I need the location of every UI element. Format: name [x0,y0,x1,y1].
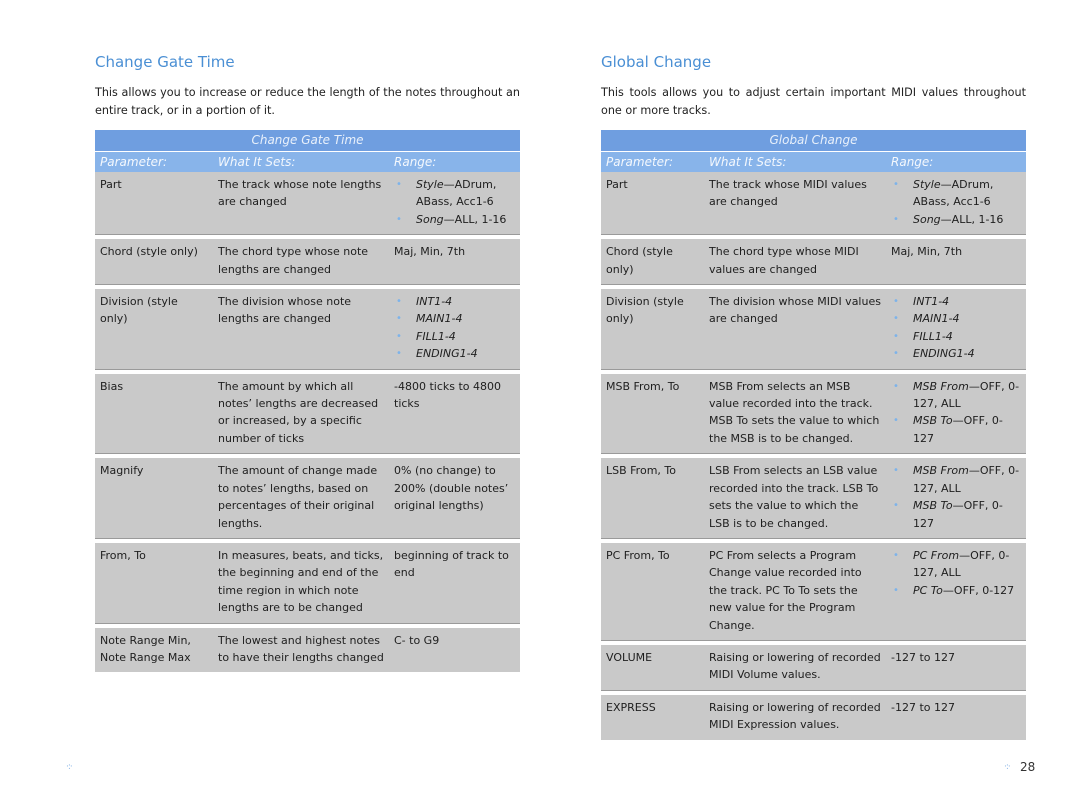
section-heading: Global Change [601,53,712,71]
what-it-sets-cell: LSB From selects an LSB value recorded into the track. LSB To sets the value to which the LSB is to be changed. [704,458,886,538]
range-cell [886,374,1026,454]
range-text [416,293,515,310]
range-value: —ALL, 1-16 [443,212,507,226]
range-item [394,345,515,362]
range-cell [886,645,1026,690]
range-label: Song [913,212,941,226]
range-text [416,176,515,211]
range-cell [886,289,1026,369]
what-it-sets-cell: Raising or lowering of recorded MIDI Volume values. [704,645,886,690]
what-it-sets-cell: PC From selects a Program Change value recorded into the track. PC To To sets the new value for the Program Change. [704,543,886,640]
parameter-cell: EXPRESS [601,695,704,740]
range-text [416,328,515,345]
bullet-icon: • [893,348,899,360]
what-it-sets-cell: The chord type whose note lengths are changed [213,239,389,284]
bullet-icon: • [893,313,899,325]
table-body [601,172,1026,740]
parameter-table [601,130,1026,740]
range-cell [389,628,520,673]
range-value: —ALL, 1-16 [940,212,1004,226]
table-row [601,695,1026,740]
bullet-icon: • [396,296,402,308]
range-text [416,310,515,327]
parameter-cell: Part [95,172,213,234]
range-cell [389,172,520,234]
range-value: —OFF, 0-127, ALL [913,379,1020,411]
range-item [891,462,1021,497]
bullet-icon: • [396,348,402,360]
range-text [913,345,1021,362]
range-item: -127 to 127 [891,700,955,714]
footer-dots-icon: ·:· [1004,762,1010,772]
parameter-cell: Chord (style only) [601,239,704,284]
range-cell [389,289,520,369]
parameter-cell: MSB From, To [601,374,704,454]
range-label: FILL1-4 [913,329,953,343]
range-label: ENDING1-4 [913,347,975,361]
column-header-range: Range: [886,151,1026,172]
column-header-what-it-sets: What It Sets: [704,151,886,172]
what-it-sets-cell: Raising or lowering of recorded MIDI Expression values. [704,695,886,740]
what-it-sets-cell: In measures, beats, and ticks, the beginning and end of the time region in which note lengths are to be changed [213,543,389,623]
range-text [913,462,1021,497]
range-value: —ADrum, ABass, Acc1-6 [913,178,994,209]
bullet-icon: • [893,179,899,190]
range-label: Song [416,212,444,226]
range-text [913,176,1021,211]
footer-dots-icon: ·:· [66,762,72,772]
range-label: INT1-4 [416,295,453,309]
range-value: —OFF, 0-127 [913,499,1003,530]
what-it-sets-cell: The track whose MIDI values are changed [704,172,886,234]
bullet-icon: • [893,465,899,477]
range-item [891,176,1021,211]
range-text [913,412,1021,447]
table-row [95,374,520,454]
column-header-what-it-sets: What It Sets: [213,151,389,172]
range-text [913,547,1021,582]
range-text [913,497,1021,532]
range-cell [389,458,520,538]
bullet-icon: • [893,213,899,225]
parameter-cell: From, To [95,543,213,623]
range-text [913,378,1021,413]
range-item [891,328,1021,345]
table-row [95,458,520,538]
range-cell [886,695,1026,740]
range-label: MSB From [913,379,969,393]
right-column [601,50,1026,740]
range-text [913,310,1021,327]
range-item: beginning of track to end [394,548,509,580]
range-label: MSB To [913,414,953,428]
range-item [891,310,1021,327]
bullet-icon: • [893,296,899,308]
range-item [891,497,1021,532]
column-header-parameter: Parameter: [601,151,704,172]
range-label: PC From [913,548,960,562]
range-item: C- to G9 [394,633,440,647]
parameter-cell: VOLUME [601,645,704,690]
table-row [95,628,520,673]
table-row [601,458,1026,538]
range-text [416,345,515,362]
table-row [601,239,1026,284]
parameter-cell: Division (style only) [95,289,213,369]
table-row [95,172,520,234]
range-value: —OFF, 0-127, ALL [913,464,1020,495]
parameter-cell: Bias [95,374,213,454]
table-body [95,172,520,672]
table-row [601,374,1026,454]
range-cell [886,172,1026,234]
bullet-icon: • [396,330,402,342]
what-it-sets-cell: The amount by which all notes’ lengths are decreased or increased, by a specific number of ticks [213,374,389,454]
what-it-sets-cell: The chord type whose MIDI values are changed [704,239,886,284]
range-item [394,176,515,211]
range-item [891,412,1021,447]
what-it-sets-cell: The track whose note lengths are changed [213,172,389,234]
table-row [601,172,1026,234]
range-item: -4800 ticks to 4800 ticks [394,379,502,411]
bullet-icon: • [396,179,402,190]
range-text [913,328,1021,345]
bullet-icon: • [893,500,899,512]
section-heading: Change Gate Time [95,53,235,71]
range-cell [886,458,1026,538]
range-value: —ADrum, ABass, Acc1-6 [416,178,497,209]
range-value: —OFF, 0-127, ALL [913,548,1010,580]
bullet-icon: • [893,330,899,342]
range-label: MSB From [913,464,969,478]
range-item [891,547,1021,582]
range-value: —OFF, 0-127 [942,583,1015,597]
table-row [601,543,1026,640]
what-it-sets-cell: MSB From selects an MSB value recorded into the track. MSB To sets the value to which the MSB is to be changed. [704,374,886,454]
table-row [601,289,1026,369]
range-cell [886,543,1026,640]
range-item [394,310,515,327]
table-title: Change Gate Time [95,130,520,151]
table-row [95,289,520,369]
range-label: Style [416,178,444,191]
parameter-cell: Chord (style only) [95,239,213,284]
range-cell [389,239,520,284]
left-column [95,50,520,672]
intro-text: This tools allows you to adjust certain important MIDI values throughout one or more tracks. [601,86,1026,117]
table-row [601,645,1026,690]
range-cell [389,543,520,623]
range-text [913,211,1021,228]
range-item [891,378,1021,413]
bullet-icon: • [396,213,402,225]
bullet-icon: • [893,584,899,596]
range-item [394,293,515,310]
bullet-icon: • [893,415,899,427]
bullet-icon: • [893,549,899,561]
intro-text: This allows you to increase or reduce the length of the notes throughout an entire track, or in a portion of it. [95,86,520,117]
range-label: FILL1-4 [416,329,456,343]
range-item [891,293,1021,310]
parameter-cell: Division (style only) [601,289,704,369]
range-value: —OFF, 0-127 [913,414,1003,445]
parameter-cell: PC From, To [601,543,704,640]
parameter-cell: Note Range Min, Note Range Max [95,628,213,673]
range-label: MSB To [913,499,953,513]
range-item: -127 to 127 [891,650,955,664]
range-cell [389,374,520,454]
range-item: 0% (no change) to 200% (double notes’ original lengths) [394,464,509,513]
range-cell [886,239,1026,284]
range-item [891,345,1021,362]
column-header-parameter: Parameter: [95,151,213,172]
parameter-cell: Magnify [95,458,213,538]
range-label: MAIN1-4 [416,312,463,326]
parameter-table [95,130,520,672]
bullet-icon: • [396,313,402,325]
table-row [95,239,520,284]
range-item [394,328,515,345]
range-item: Maj, Min, 7th [394,245,466,259]
what-it-sets-cell: The lowest and highest notes to have their lengths changed [213,628,389,673]
range-label: ENDING1-4 [416,347,478,361]
what-it-sets-cell: The division whose note lengths are changed [213,289,389,369]
column-header-range: Range: [389,151,520,172]
table-title: Global Change [601,130,1026,151]
range-item [891,211,1021,228]
what-it-sets-cell: The amount of change made to notes’ lengths, based on percentages of their original lengths. [213,458,389,538]
range-item [891,582,1021,599]
bullet-icon: • [893,380,899,392]
range-label: MAIN1-4 [913,312,960,326]
range-item: Maj, Min, 7th [891,245,963,259]
range-text [416,211,515,228]
what-it-sets-cell: The division whose MIDI values are changed [704,289,886,369]
range-label: Style [913,178,941,191]
page-number: 28 [1020,760,1036,774]
range-item [394,211,515,228]
parameter-cell: LSB From, To [601,458,704,538]
table-row [95,543,520,623]
parameter-cell: Part [601,172,704,234]
range-text [913,293,1021,310]
range-label: PC To [913,583,943,597]
range-text [913,582,1021,599]
range-label: INT1-4 [913,295,950,309]
